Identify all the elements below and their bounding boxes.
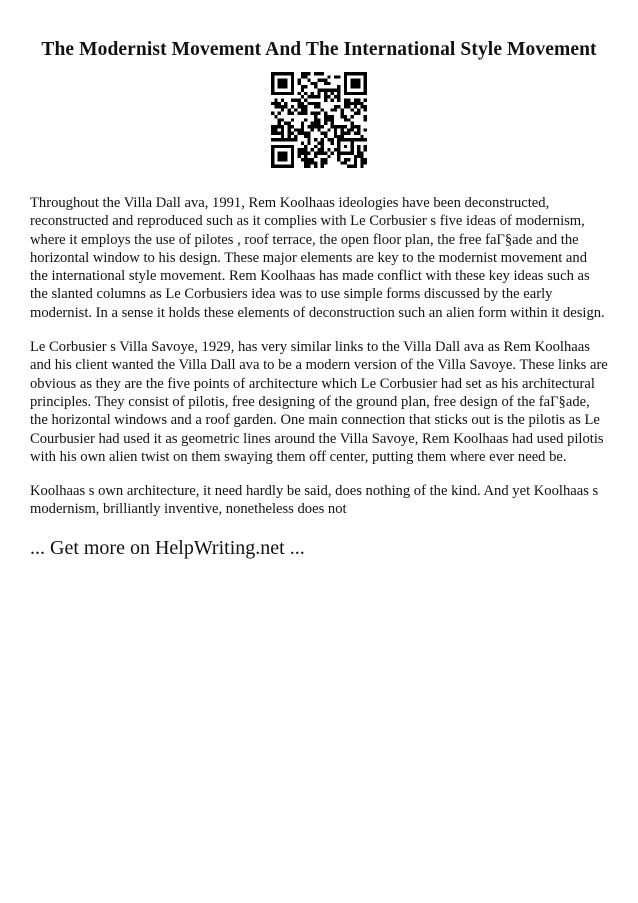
- get-more-link[interactable]: ... Get more on HelpWriting.net ...: [30, 536, 305, 559]
- article-body: [30, 194, 608, 519]
- qr-code[interactable]: [30, 72, 608, 168]
- qr-code-icon: [271, 72, 367, 168]
- paragraph-3: Koolhaas s own architecture, it need hardly be said, does nothing of the kind. And yet Koolhaas s modernism, brilliantly inventive, nonetheless does not: [30, 483, 599, 518]
- paragraph-2: Le Corbusier s Villa Savoye, 1929, has very similar links to the Villa Dall ava as Rem Koolhaas and his client wanted the Villa Dall ava to be a modern version of the Villa Savoye. These links are obvious as they are the five points of architecture which Le Corbusier had set as his architectural principles. They consist of pilotis, free designing of the ground plan, free design of the faΓ§ade, the horizontal windows and a roof garden. One main connection that sticks out is the pilotis as Le Courbusier had used it as geometric lines around the Villa Savoye, Rem Koolhaas had used pilotis with his own alien twist on them swaying them off center, putting them where ever need be.: [30, 339, 608, 465]
- document-title: The Modernist Movement And The International Style Movement: [41, 39, 597, 60]
- paragraph-1: Throughout the Villa Dall ava, 1991, Rem Koolhaas ideologies have been deconstructed, reconstructed and reproduced such as it complies with Le Corbusier s five ideas of modernism, where it employs the use of pilotes , roof terrace, the open floor plan, the free faΓ§ade and the horizontal window to his design. These major elements are key to the modernist movement and the international style movement. Rem Koolhaas has made conflict with these key ideas such as the slanted columns as Le Corbusiers idea was to use simple forms discussed by the early modernist. In a sense it holds these elements of deconstruction such an alien form within it design.: [30, 195, 605, 321]
